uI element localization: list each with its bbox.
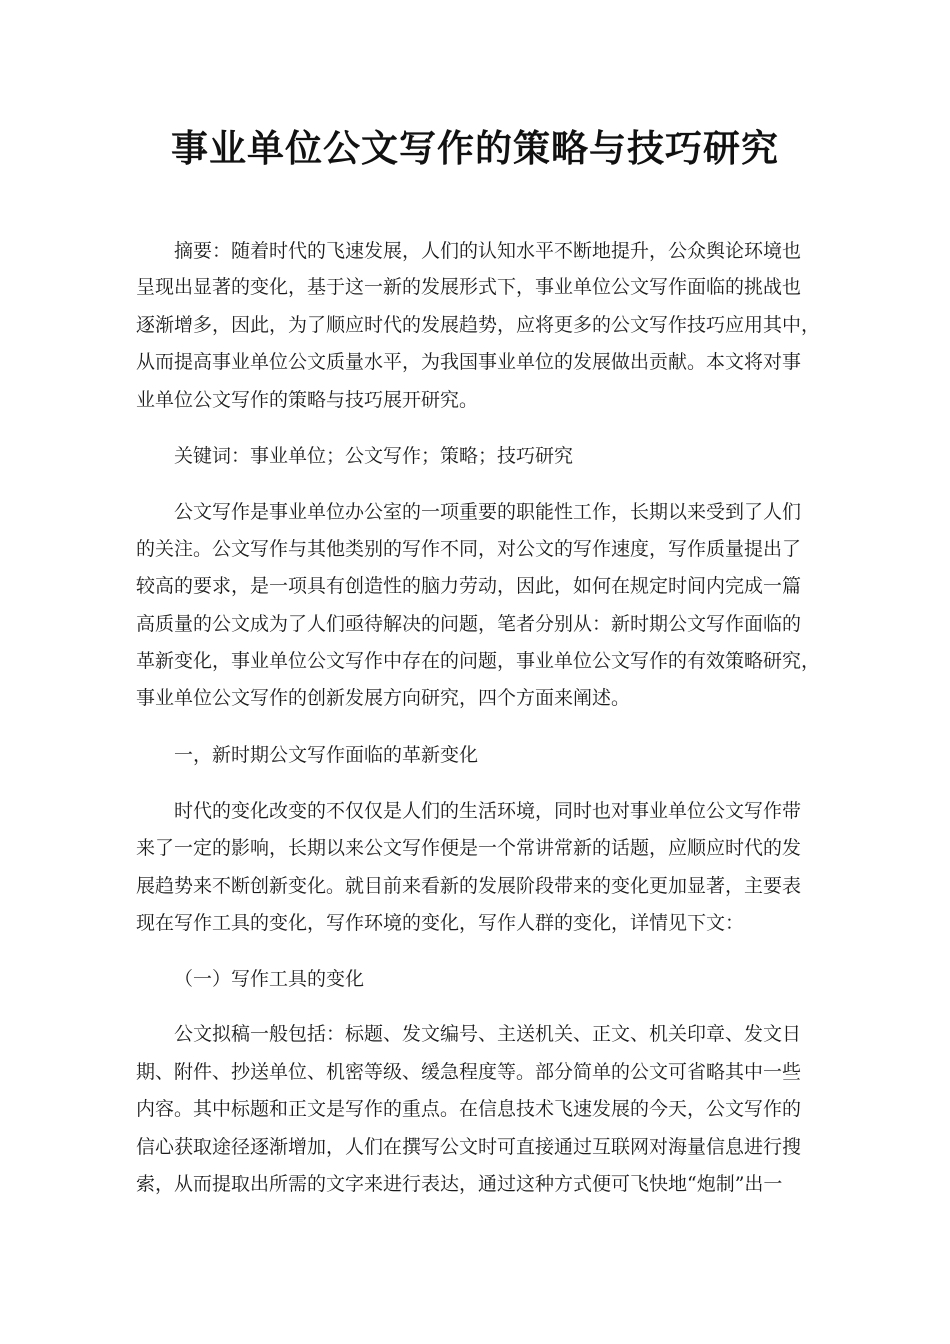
intro-line: 较高的要求，是一项具有创造性的脑力劳动，因此，如何在规定时间内完成一篇 bbox=[136, 575, 802, 597]
intro-line: 的关注。公文写作与其他类别的写作不同，对公文的写作速度，写作质量提出了 bbox=[136, 538, 802, 560]
subsection1-line: 公文拟稿一般包括：标题、发文编号、主送机关、正文、机关印章、发文日 bbox=[174, 1023, 802, 1045]
subsection1-line: 索，从而提取出所需的文字来进行表达，通过这种方式便可飞快地“炮制”出一 bbox=[136, 1173, 783, 1195]
section-heading: 一，新时期公文写作面临的革新变化 bbox=[174, 744, 479, 766]
keywords-line: 关键词：事业单位；公文写作；策略；技巧研究 bbox=[174, 445, 574, 467]
abstract-line: 业单位公文写作的策略与技巧展开研究。 bbox=[136, 389, 479, 411]
intro-line: 革新变化，事业单位公文写作中存在的问题，事业单位公文写作的有效策略研究， bbox=[136, 650, 821, 672]
subsection-heading: （一）写作工具的变化 bbox=[174, 968, 365, 990]
intro-line: 公文写作是事业单位办公室的一项重要的职能性工作，长期以来受到了人们 bbox=[174, 501, 802, 523]
abstract-line: 摘要：随着时代的飞速发展，人们的认知水平不断地提升，公众舆论环境也 bbox=[174, 240, 802, 262]
abstract-line: 从而提高事业单位公文质量水平，为我国事业单位的发展做出贡献。本文将对事 bbox=[136, 351, 802, 373]
section1-line: 来了一定的影响，长期以来公文写作便是一个常讲常新的话题，应顺应时代的发 bbox=[136, 837, 802, 859]
section1-line: 时代的变化改变的不仅仅是人们的生活环境，同时也对事业单位公文写作带 bbox=[174, 800, 802, 822]
subsection1-line: 期、附件、抄送单位、机密等级、缓急程度等。部分简单的公文可省略其中一些 bbox=[136, 1061, 802, 1083]
document-title: 事业单位公文写作的策略与技巧研究 bbox=[171, 127, 779, 170]
subsection1-line: 信心获取途径逐渐增加，人们在撰写公文时可直接通过互联网对海量信息进行搜 bbox=[136, 1136, 802, 1158]
section1-line: 展趋势来不断创新变化。就目前来看新的发展阶段带来的变化更加显著，主要表 bbox=[136, 875, 802, 897]
abstract-line: 逐渐增多，因此，为了顺应时代的发展趋势，应将更多的公文写作技巧应用其中， bbox=[136, 314, 821, 336]
abstract-line: 呈现出显著的变化，基于这一新的发展形式下，事业单位公文写作面临的挑战也 bbox=[136, 276, 802, 298]
intro-line: 事业单位公文写作的创新发展方向研究，四个方面来阐述。 bbox=[136, 687, 631, 709]
subsection1-line: 内容。其中标题和正文是写作的重点。在信息技术飞速发展的今天，公文写作的 bbox=[136, 1098, 802, 1120]
section1-line: 现在写作工具的变化，写作环境的变化，写作人群的变化，详情见下文： bbox=[136, 912, 745, 934]
intro-line: 高质量的公文成为了人们亟待解决的问题，笔者分别从：新时期公文写作面临的 bbox=[136, 613, 802, 635]
